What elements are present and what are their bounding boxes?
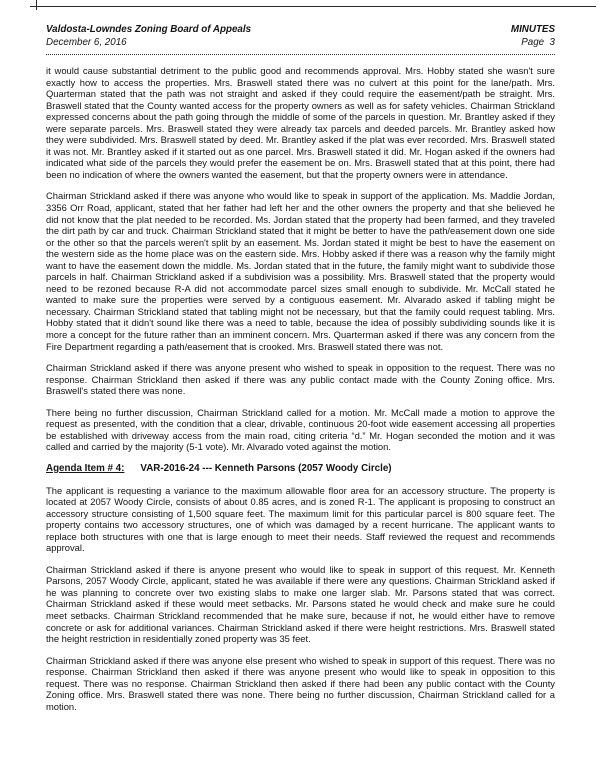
paragraph-variance-summary: The applicant is requesting a variance to the maximum allowable floor area for an accessory structure. The property is located at 2057 Woody Circle, consists of about 0.85 acres, and is zoned R-1. The applicant is proposing to construct an accessory structure consisting of 1,500 square feet. The maximum limit for this particular parcel is 800 square feet. The property contains two accessory structures, one of which was damaged by a recent hurricane. The applicant wants to replace both structures with one that is large enough to meet their needs. Staff reviewed the request and recommends approval. <box>46 484 555 554</box>
meeting-date: December 6, 2016 <box>46 36 127 48</box>
dotted-separator <box>46 53 555 55</box>
page-number: Page 3 <box>521 36 555 48</box>
minutes-content <box>46 65 555 712</box>
organization-title: Valdosta-Lowndes Zoning Board of Appeals <box>46 24 252 35</box>
agenda-item-title: VAR-2016-24 --- Kenneth Parsons (2057 Woody Circle) <box>140 462 392 474</box>
scan-artifact-tick <box>36 0 37 10</box>
header-row-1 <box>46 24 555 37</box>
paragraph-opposition-and-motion: Chairman Strickland asked if there was anyone else present who wished to speak in support of this request. There was no response. Chairman Strickland then asked if there was anyone present who would like to speak in opposition to this request. There was no response. Chairman Strickland then asked if there had been any public contact with the County Zoning office. Mrs. Braswell stated there was none. There being no further discussion, Chairman Strickland called for a motion. <box>46 654 555 712</box>
paragraph-easement-discussion: it would cause substantial detriment to the public good and recommends approval. Mrs. Hobby stated she wasn't sure exactly how to access the properties. Mrs. Braswell stated there was no culvert at this point for the lane/path. Mrs. Quarterman stated that the path was not straight and asked if they could require the easement/path be straight. Mrs. Braswell stated that the County wanted access for the property owners as well as for safety vehicles. Chairman Strickland expressed concerns about the path going through the middle of some of the parcels in question. Mr. Brantley asked if they were separate parcels. Mrs. Braswell stated they were already tax parcels and deeded parcels. Mr. Brantley asked how they were subdivided. Mrs. Braswell stated by deed. Mr. Brantley asked if the plat was ever recorded. Mrs. Braswell stated it was not. Mr. Brantley asked if it started out as one parcel. Mrs. Braswell stated it did. Mr. Hogan asked if the owners had indicated what side of the parcels they would prefer the easement be on. Mrs. Braswell stated that at this point, there had been no indication of where the owners wanted the easement, but that the property owners were in attendance. <box>46 65 555 180</box>
agenda-item-label: Agenda Item # 4: <box>46 462 125 474</box>
page-header <box>46 24 555 55</box>
paragraph-support-speakers: Chairman Strickland asked if there was anyone who would like to speak in support of the application. Ms. Maddie Jordan, 3356 Orr Road, applicant, stated that her father had left her and the other owners the property and that she believed he did not know that the plat needed to be recorded. Ms. Jordan stated that the property had been farmed, and they traveled the dirt path by car and truck. Chairman Strickland stated that it might be better to have the path/easement down one side or the other so that the parcels weren't split by an easement. Ms. Jordan stated it might be best to have the easement on the western side as the home place was on the eastern side. Mrs. Hobby asked if there was a reason why the family might want to have the easement down the middle. Ms. Jordan stated that in the future, the family might want to subdivide those parcels in half. Chairman Strickland asked if a subdivision was a possibility. Mrs. Braswell stated that the property would need to be rezoned because R-A did not accommodate parcel sizes small enough to subdivide. Mr. McCall stated he wanted to make sure the properties were served by a contiguous easement. Mr. Alvarado asked if tabling might be necessary. Chairman Strickland stated that tabling might not be necessary, but that the family could request tabling. Mrs. Hobby stated that it didn't sound like there was a need to table, because the idea of possibly subdividing sounds like it is more a concept for the future rather than an imminent concern. Mrs. Quarterman asked if there was any concern from the Fire Department regarding a path/easement that is crooked. Mrs. Braswell stated there was not. <box>46 190 555 352</box>
agenda-item-heading <box>46 463 555 475</box>
paragraph-parsons-support: Chairman Strickland asked if there is anyone present who would like to speak in support of this request. Mr. Kenneth Parsons, 2057 Woody Circle, applicant, stated he was available if there were any questions. Chairman Strickland asked if he was planning to concrete over two existing slabs to make one larger slab. Mr. Parsons stated that was correct. Chairman Strickland asked if these would meet setbacks. Mr. Parsons stated he would check and make sure he could meet setbacks. Chairman Strickland recommended that he make sure, because if not, he would either have to remove concrete or ask for additional variances. Chairman Strickland asked if there were height restrictions. Mrs. Braswell stated the height restriction in residentially zoned property was 35 feet. <box>46 563 555 645</box>
paragraph-motion-item3: There being no further discussion, Chairman Strickland called for a motion. Mr. McCall made a motion to approve the request as presented, with the condition that a clear, drivable, continuous 20-foot wide easement accessing all properties be established with driveway access from the main road, citing criteria “d.” Mr. Hogan seconded the motion and it was called and carried by the majority (5-1 vote). Mr. Alvarado voted against the motion. <box>46 406 555 453</box>
paragraph-opposition-check: Chairman Strickland asked if there was anyone present who wished to speak in opposition to the request. There was no response. Chairman Strickland then asked if there was any public contact made with the County Zoning office. Mrs. Braswell's stated there was none. <box>46 362 555 397</box>
header-row-2 <box>46 37 555 50</box>
document-type: MINUTES <box>510 24 555 35</box>
scan-artifact-line <box>30 6 596 7</box>
